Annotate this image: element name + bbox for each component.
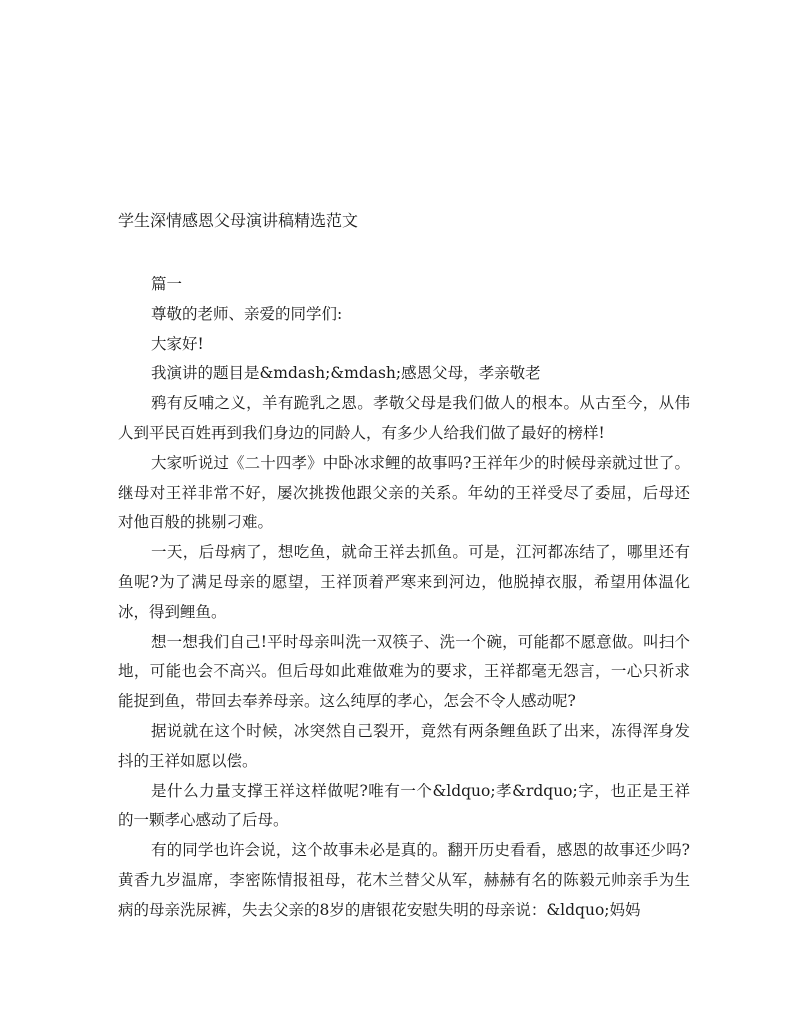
document-title: 学生深情感恩父母演讲稿精选范文 [118, 211, 359, 230]
paragraph: 一天，后母病了，想吃鱼，就命王祥去抓鱼。可是，江河都冻结了，哪里还有鱼呢?为了满足母亲的愿望，王祥顶着严寒来到河边，他脱掉衣服，希望用体温化冰，得到鲤鱼。 [118, 543, 690, 621]
paragraph-topic: 我演讲的题目是&mdash;&mdash;感恩父母，孝亲敬老 [151, 364, 541, 383]
paragraph: 据说就在这个时候，冰突然自己裂开，竟然有两条鲤鱼跃了出来，冻得浑身发抖的王祥如愿以偿。 [118, 721, 690, 770]
paragraph-section-heading: 篇一 [151, 275, 183, 293]
paragraph-salutation: 尊敬的老师、亲爱的同学们: [151, 304, 343, 323]
paragraph: 大家听说过《二十四孝》中卧冰求鲤的故事吗?王祥年少的时候母亲就过世了。继母对王祥非常不好，屡次挑拨他跟父亲的关系。年幼的王祥受尽了委屈，后母还对他百般的挑剔刁难。 [118, 453, 690, 532]
paragraph-greeting: 大家好! [151, 334, 204, 353]
document-body [118, 270, 690, 926]
paragraph: 是什么力量支撑王祥这样做呢?唯有一个&ldquo;孝&rdquo;字，也正是王祥的一颗孝心感动了后母。 [118, 781, 690, 830]
paragraph: 想一想我们自己!平时母亲叫洗一双筷子、洗一个碗，可能都不愿意做。叫扫个地，可能也会不高兴。但后母如此难做难为的要求，王祥都毫无怨言，一心只祈求能捉到鱼，带回去奉养母亲。这么纯厚的孝心，怎会不令人感动呢? [118, 632, 690, 711]
paragraph: 鸦有反哺之义，羊有跪乳之恩。孝敬父母是我们做人的根本。从古至今，从伟人到平民百姓再到我们身边的同龄人，有多少人给我们做了最好的榜样! [118, 394, 690, 442]
paragraph: 有的同学也许会说，这个故事未必是真的。翻开历史看看，感恩的故事还少吗?黄香九岁温席，李密陈情报祖母，花木兰替父从军，赫赫有名的陈毅元帅亲手为生病的母亲洗尿裤，失去父亲的8岁的唐银花安慰失明的母亲说：&ldquo;妈妈 [118, 841, 690, 919]
